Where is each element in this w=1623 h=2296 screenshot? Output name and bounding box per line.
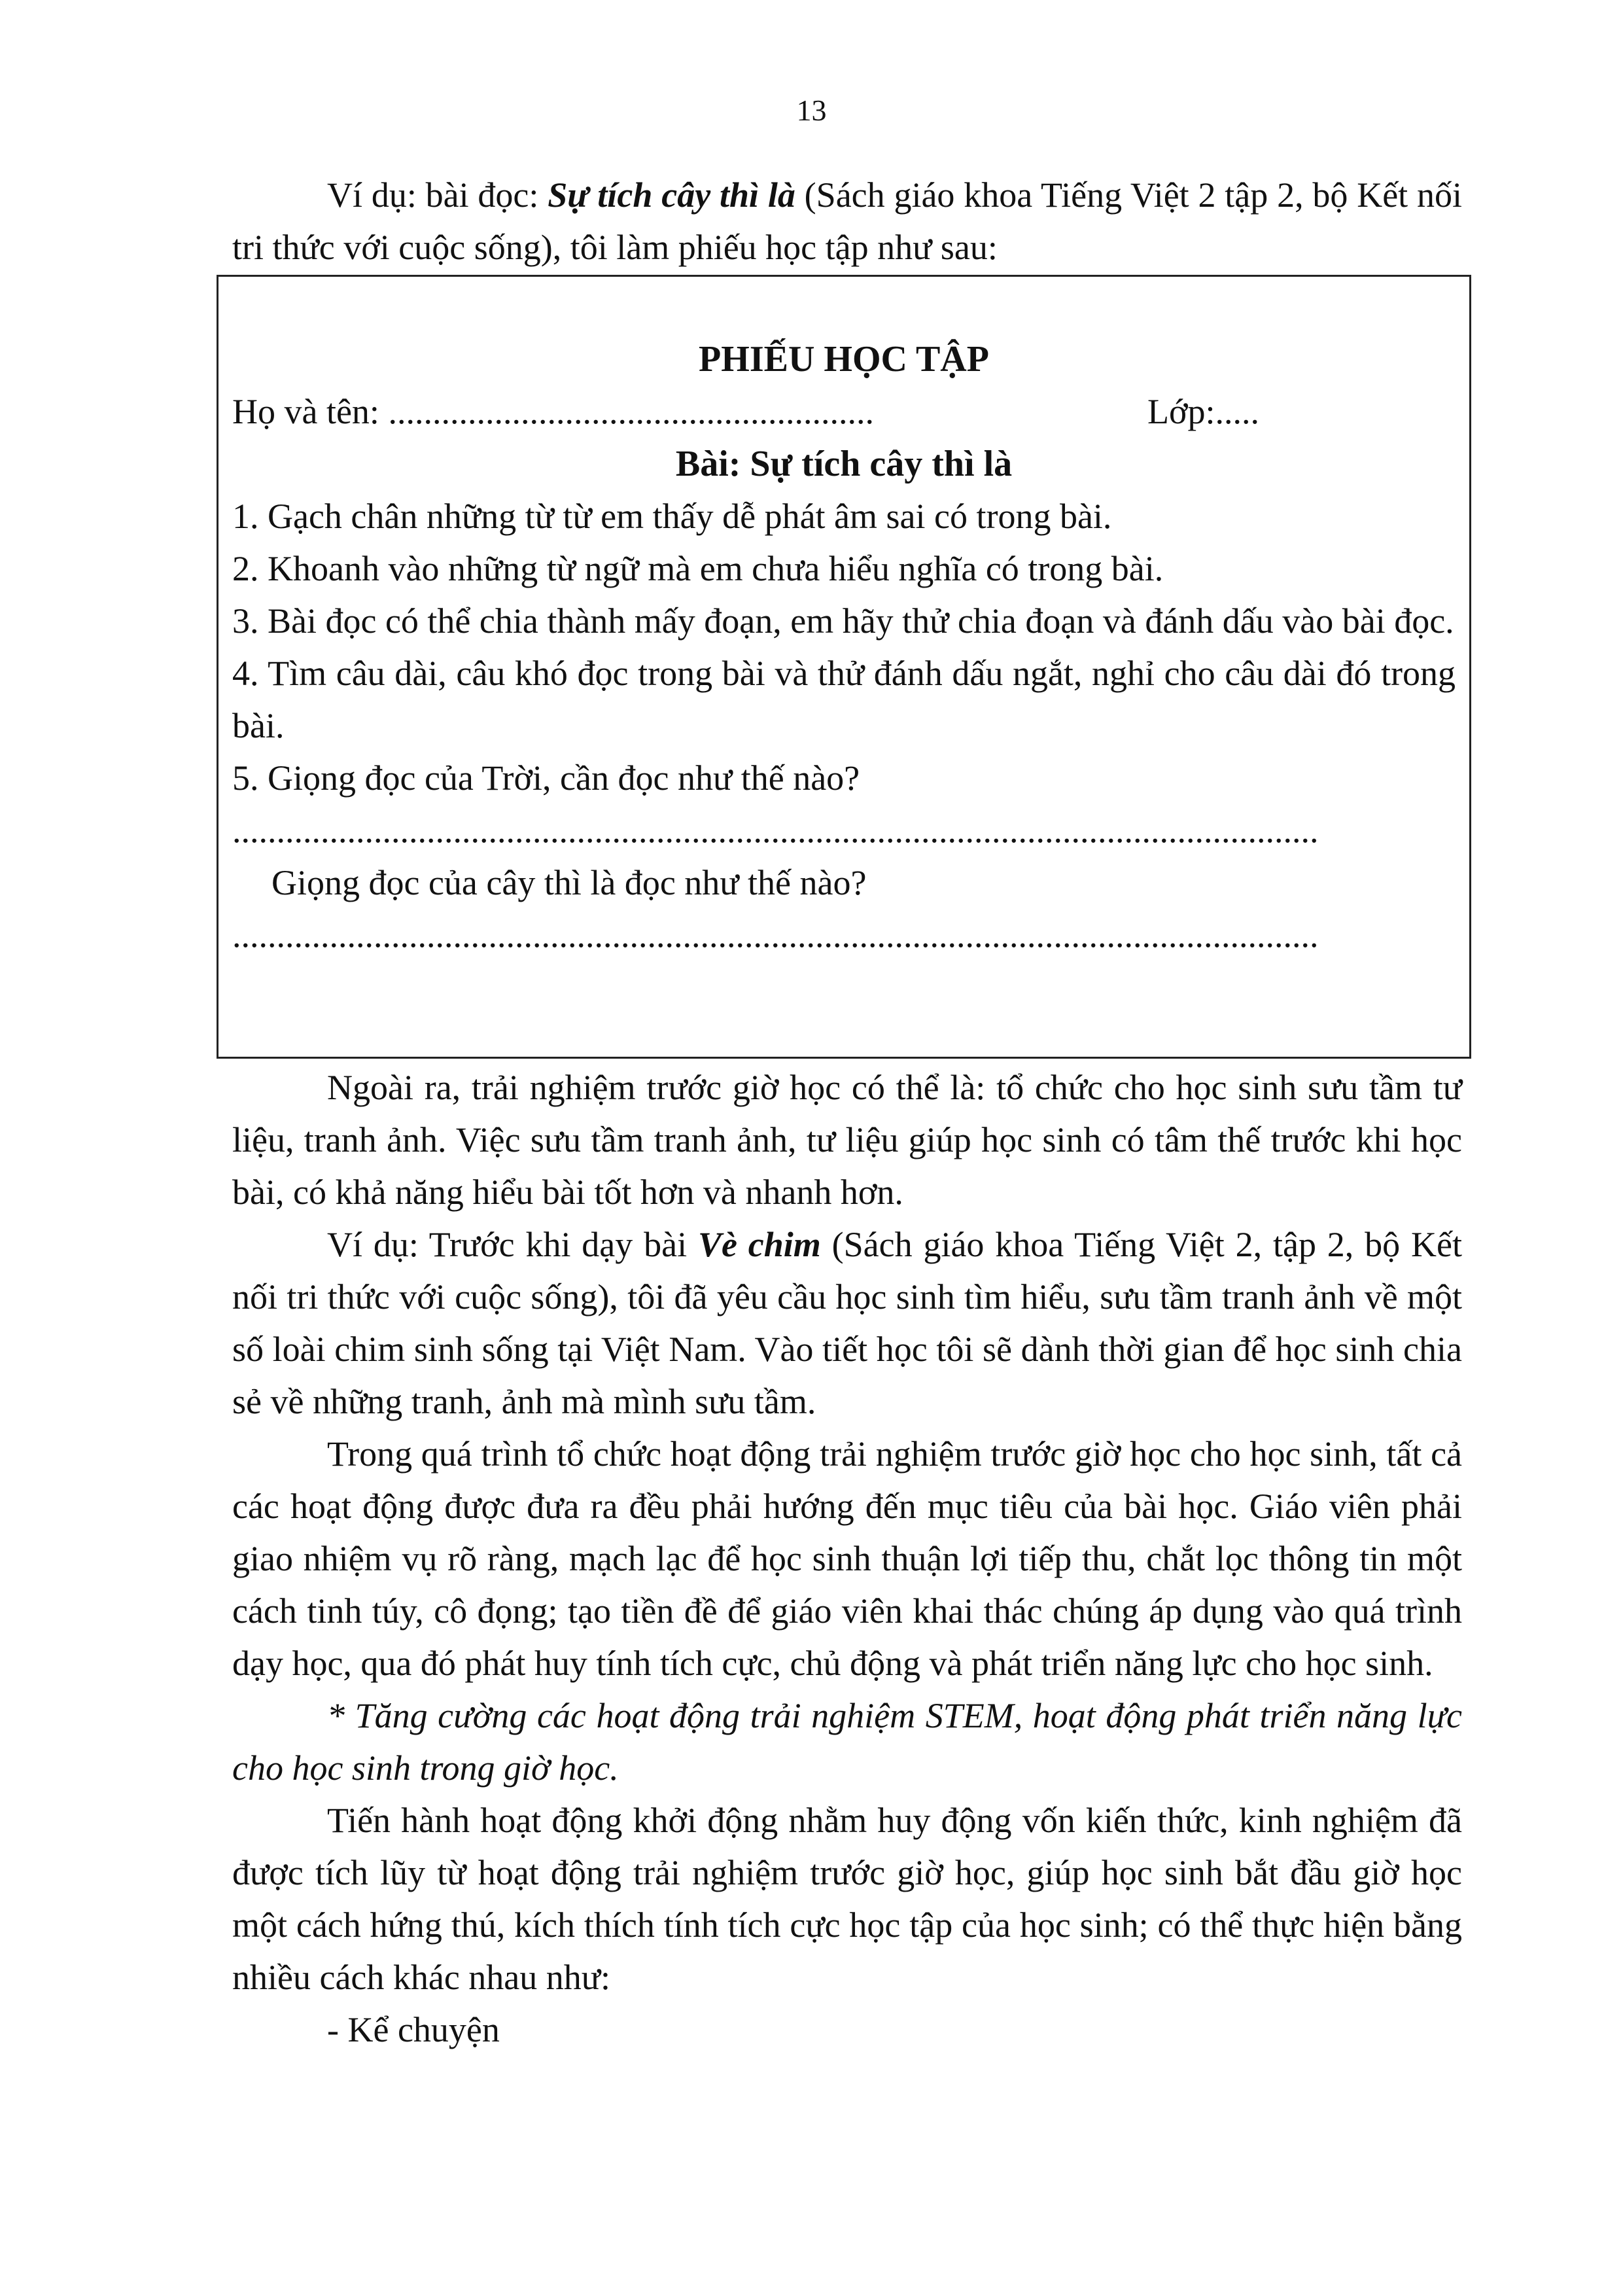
paragraph-3: Trong quá trình tổ chức hoạt động trải nghiệm trước giờ học cho học sinh, tất cả các hoạt động được đưa ra đều phải hướng đến mục tiêu của bài học. Giáo viên phải giao nhiệm vụ rõ ràng, mạch lạc để học sinh thuận lợi tiếp thu, chắt lọc thông tin một cách tinh túy, cô đọng; tạo tiền đề để giáo viên khai thác chúng áp dụng vào quá trình dạy học, qua đó phát huy tính tích cực, chủ động và phát triển năng lực cho học sinh. xyxy=(232,1434,1462,1683)
worksheet-heading: PHIẾU HỌC TẬP xyxy=(699,339,989,380)
worksheet-item-5: 5. Giọng đọc của Trời, cần đọc như thế nào? xyxy=(232,758,860,798)
intro-paragraph xyxy=(232,169,1462,274)
worksheet-item-4: 4. Tìm câu dài, câu khó đọc trong bài và thử đánh dấu ngắt, nghỉ cho câu dài đó trong bài. xyxy=(232,654,1456,745)
worksheet-item-2: 2. Khoanh vào những từ ngữ mà em chưa hiểu nghĩa có trong bài. xyxy=(232,549,1164,588)
paragraph-2-suffix: (Sách giáo khoa Tiếng Việt 2, tập 2, bộ Kết nối tri thức với cuộc sống), tôi đã yêu cầu học sinh tìm hiểu, sưu tầm tranh ảnh về một số loài chim sinh sống tại Việt Nam. Vào tiết học tôi sẽ dành thời gian để học sinh chia sẻ về những tranh, ảnh mà mình sưu tầm. xyxy=(232,1225,1462,1421)
worksheet-item-3: 3. Bài đọc có thể chia thành mấy đoạn, em hãy thử chia đoạn và đánh dấu vào bài đọc. xyxy=(232,601,1454,641)
paragraph-2 xyxy=(232,1218,1462,1428)
worksheet-box xyxy=(217,275,1471,1059)
intro-lesson-title: Sự tích cây thì là xyxy=(548,175,795,215)
worksheet-item-1: 1. Gạch chân những từ từ em thấy dễ phát âm sai có trong bài. xyxy=(232,497,1112,536)
answer-line-1: ........................................................................................................................... xyxy=(232,811,1319,850)
paragraph-6: - Kể chuyện xyxy=(327,2010,500,2049)
body-text xyxy=(232,1061,1462,2056)
worksheet-sub-question: Giọng đọc của cây thì là đọc như thế nào? xyxy=(271,863,867,902)
name-class-row xyxy=(232,385,1456,438)
class-field: Lớp:..... xyxy=(1147,392,1259,431)
paragraph-2-prefix: Ví dụ: Trước khi dạy bài xyxy=(327,1225,698,1264)
lesson-title: Bài: Sự tích cây thì là xyxy=(675,444,1013,484)
paragraph-2-lesson-title: Vè chim xyxy=(697,1225,821,1264)
answer-line-2: ........................................................................................................................... xyxy=(232,915,1319,955)
name-field: Họ và tên: ....................................................... xyxy=(232,392,874,431)
page-number: 13 xyxy=(796,94,827,127)
paragraph-4: * Tăng cường các hoạt động trải nghiệm STEM, hoạt động phát triển năng lực cho học sinh trong giờ học. xyxy=(232,1696,1462,1788)
paragraph-1: Ngoài ra, trải nghiệm trước giờ học có thể là: tổ chức cho học sinh sưu tầm tư liệu, tranh ảnh. Việc sưu tầm tranh ảnh, tư liệu giúp học sinh có tâm thế trước khi học bài, có khả năng hiểu bài tốt hơn và nhanh hơn. xyxy=(232,1068,1462,1212)
intro-prefix: Ví dụ: bài đọc: xyxy=(327,175,548,215)
paragraph-5: Tiến hành hoạt động khởi động nhằm huy động vốn kiến thức, kinh nghiệm đã được tích lũy từ hoạt động trải nghiệm trước giờ học, giúp học sinh bắt đầu giờ học một cách hứng thú, kích thích tính tích cực học tập của học sinh; có thể thực hiện bằng nhiều cách khác nhau như: xyxy=(232,1801,1462,1997)
intro-suffix: (Sách giáo khoa Tiếng Việt 2 tập 2, bộ Kết nối tri thức với cuộc sống), tôi làm phiếu học tập như sau: xyxy=(232,175,1462,267)
